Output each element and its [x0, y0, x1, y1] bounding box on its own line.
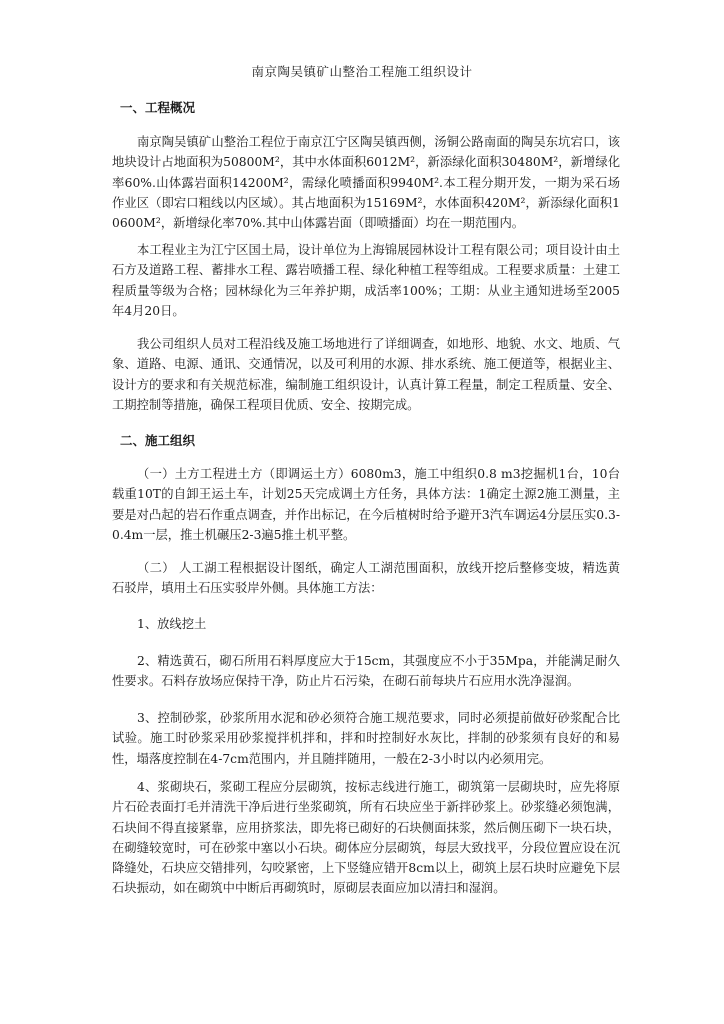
paragraph-earthwork: （一）土方工程进土方（即调运土方）6080m3，施工中组织0.8 m3挖掘机1台，10台载重10T的自卸王运土车，计划25天完成调土方任务，具体方法：1确定土源2施工测量，主要是对凸起的岩石作重点调查，并作出标记，在今后植树时给予避开3汽车调运4分层压实0.3-0.4m一层，推土机碾压2-3遍5推土机平整。 — [112, 467, 620, 542]
document-title: 南京陶吴镇矿山整治工程施工组织设计 — [251, 64, 473, 79]
section-heading-overview: 一、工程概况 — [120, 100, 196, 115]
section-heading-organization: 二、施工组织 — [120, 433, 196, 448]
paragraph-step-1: 1、放线挖土 — [137, 617, 207, 631]
paragraph-step-3: 3、控制砂浆，砂浆所用水泥和砂必须符合施工规范要求，同时必须提前做好砂浆配合比试验。施工时砂浆采用砂浆搅拌机拌和，拌和时控制好水灰比，拌制的砂浆须有良好的和易性，塌落度控制在4-7cm范围内，并且随拌随用，一般在2-3小时以内必须用完。 — [112, 711, 620, 766]
paragraph-step-4: 4、浆砌块石，浆砌工程应分层砌筑，按标志线进行施工，砌筑第一层砌块时，应先将原片石砼表面打毛并清洗干净后进行坐浆砌筑，所有石块应坐于新拌砂浆上。砂浆缝必须饱满，石块间不得直接紧靠，应用挤浆法，即先将已砌好的石块侧面抹浆，然后侧压砌下一块石块，在砌缝较宽时，可在砂浆中塞以小石块。砌体应分层砌筑，每层大致找平，分段位置应设在沉降缝处，石块应交错排列，勾咬紧密，上下竖缝应错开8cm以上，砌筑上层石块时应避免下层石块振动，如在砌筑中中断后再砌筑时，原砌层表面应加以清扫和湿润。 — [112, 780, 620, 896]
paragraph-project-location: 南京陶吴镇矿山整治工程位于南京江宁区陶吴镇西侧，汤铜公路南面的陶吴东坑宕口，该地块设计占地面积为50800M²，其中水体面积6012M²，新添绿化面积30480M²，新增绿化率60%.山体露岩面积14200M²，需绿化喷播面积9940M².本工程分期开发，一期为采石场作业区（即宕口粗线以内区域）。其占地面积为15169M²，水体面积420M²，新添绿化面积10600M²，新增绿化率70%.其中山体露岩面（即喷播面）均在一期范围内。 — [112, 135, 620, 231]
paragraph-artificial-lake: （二） 人工湖工程根据设计图纸，确定人工湖范围面积，放线开挖后整修变坡，精选黄石驳岸，填用土石压实驳岸外侧。具体施工方法： — [112, 561, 620, 596]
paragraph-project-owner: 本工程业主为江宁区国土局，设计单位为上海锦展园林设计工程有限公司；项目设计由土石方及道路工程、蓄排水工程、露岩喷播工程、绿化种植工程等组成。工程要求质量：土建工程质量等级为合格；园林绿化为三年养护期，成活率100%；工期：从业主通知进场至2005年4月20日。 — [112, 243, 620, 318]
paragraph-site-survey: 我公司组织人员对工程沿线及施工场地进行了详细调查，如地形、地貌、水文、地质、气象、道路、电源、通讯、交通情况，以及可利用的水源、排水系统、施工便道等，根据业主、设计方的要求和有关规范标准，编制施工组织设计，认真计算工程量，制定工程质量、安全、工期控制等措施，确保工程项目优质、安全、按期完成。 — [112, 337, 620, 412]
paragraph-step-2: 2、精选黄石，砌石所用石料厚度应大于15cm，其强度应不小于35Mpa，并能满足耐久性要求。石料存放场应保持干净，防止片石污染，在砌石前每块片石应用水洗净湿润。 — [112, 654, 620, 689]
